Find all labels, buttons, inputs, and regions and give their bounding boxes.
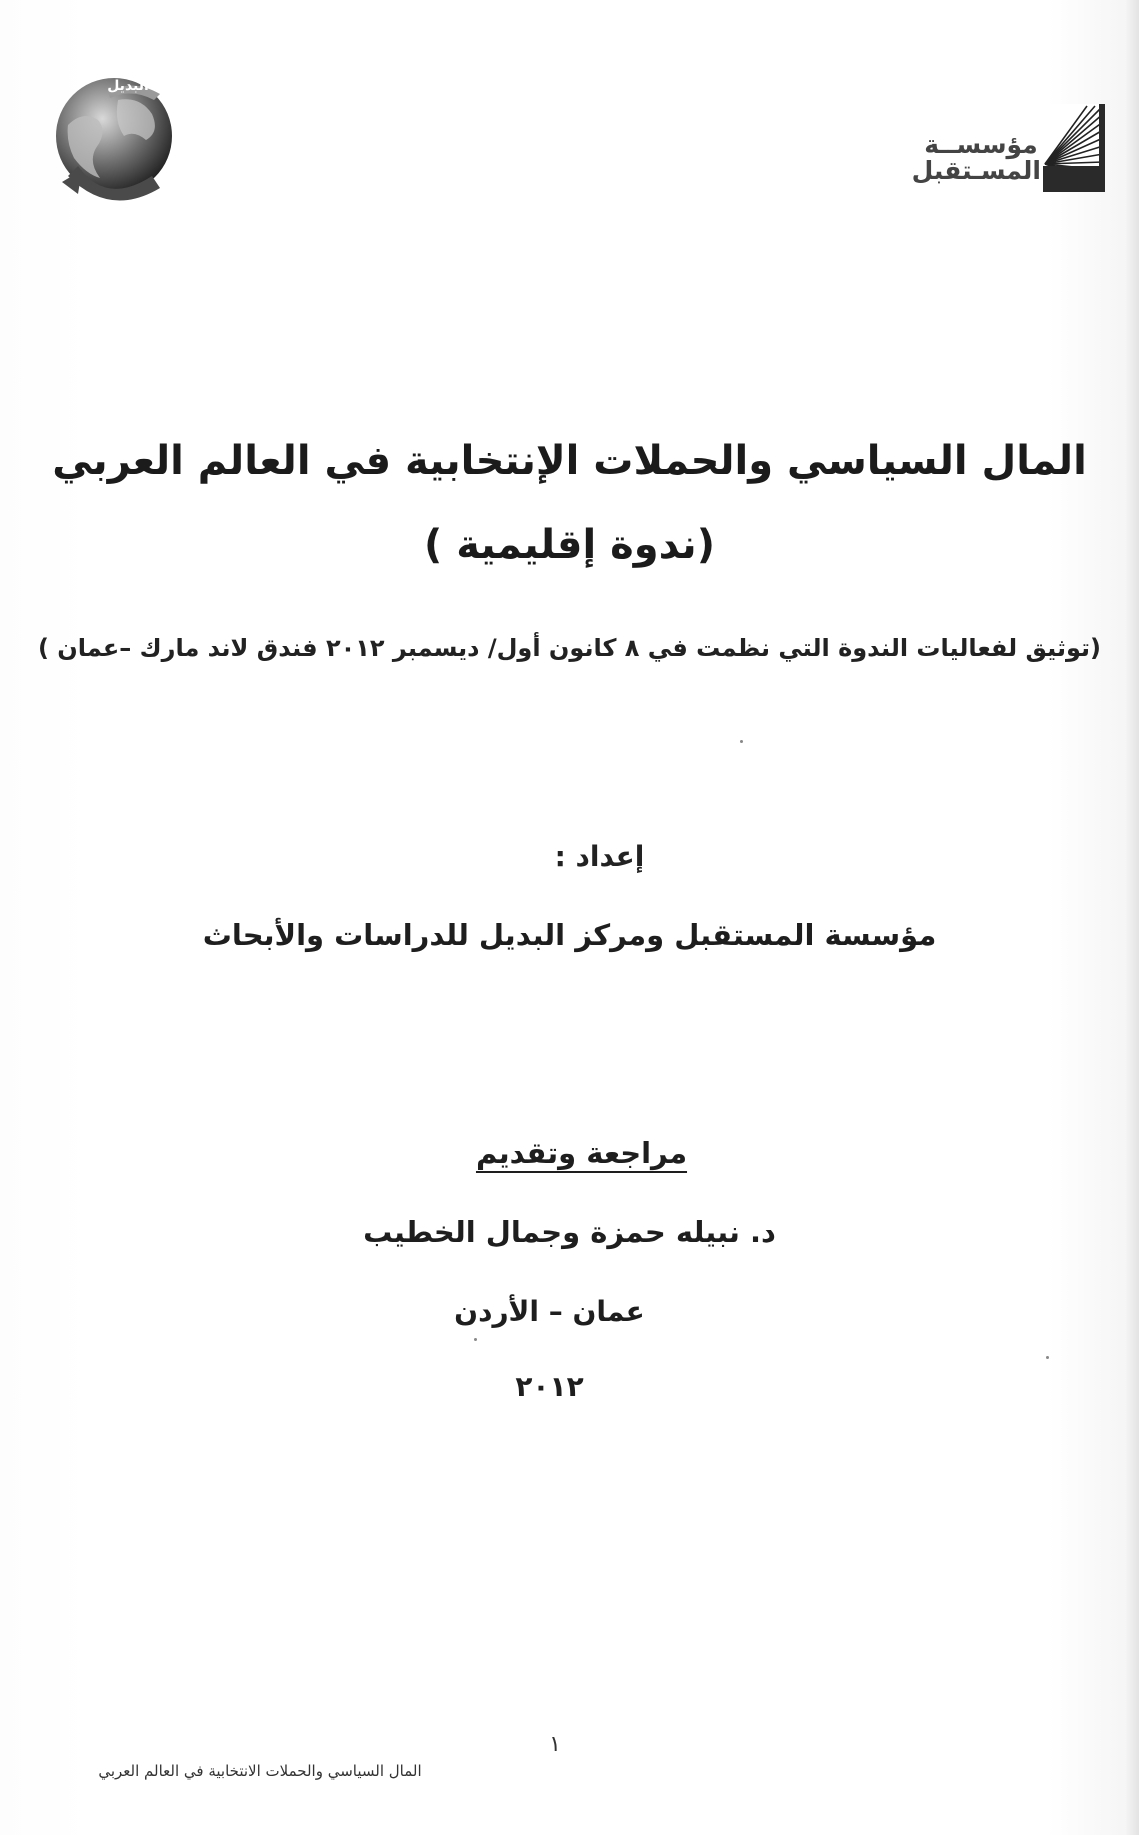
prepared-label: إعداد :: [554, 840, 645, 873]
year: ٢٠١٢: [515, 1370, 584, 1403]
place: عمان – الأردن: [454, 1295, 645, 1328]
prepared-by: مؤسسة المستقبل ومركز البديل للدراسات والأبحاث: [202, 918, 937, 952]
footer-running-title: المال السياسي والحملات الانتخابية في العالم العربي: [98, 1762, 422, 1780]
logo-text-line1: مؤسســة: [924, 130, 1038, 159]
page-number: ١: [549, 1732, 561, 1757]
scan-speck: [1046, 1356, 1049, 1359]
scan-speck: [474, 1338, 477, 1341]
document-subtitle: (ندوة إقليمية ): [424, 522, 715, 568]
sunburst-icon: [1043, 104, 1105, 192]
review-label: [0, 1136, 1139, 1170]
review-label-text: مراجعة وتقديم: [475, 1136, 688, 1170]
almustaqbal-logo: [911, 100, 1111, 196]
albadeel-logo: [48, 70, 178, 210]
logo-text-line2: المسـتقبل: [911, 156, 1041, 186]
authors: د. نبيله حمزة وجمال الخطيب: [363, 1215, 776, 1249]
documentation-line: (توثيق لفعاليات الندوة التي نظمت في ٨ كانون أول/ ديسمبر ٢٠١٢ فندق لاند مارك –عمان ): [37, 634, 1102, 662]
document-title: المال السياسي والحملات الإنتخابية في العالم العربي: [52, 438, 1087, 484]
scan-speck: [740, 740, 743, 743]
almustaqbal-logo-text: [911, 130, 1041, 186]
globe-icon: [48, 70, 178, 210]
albadeel-logo-label: البديل: [107, 78, 149, 94]
